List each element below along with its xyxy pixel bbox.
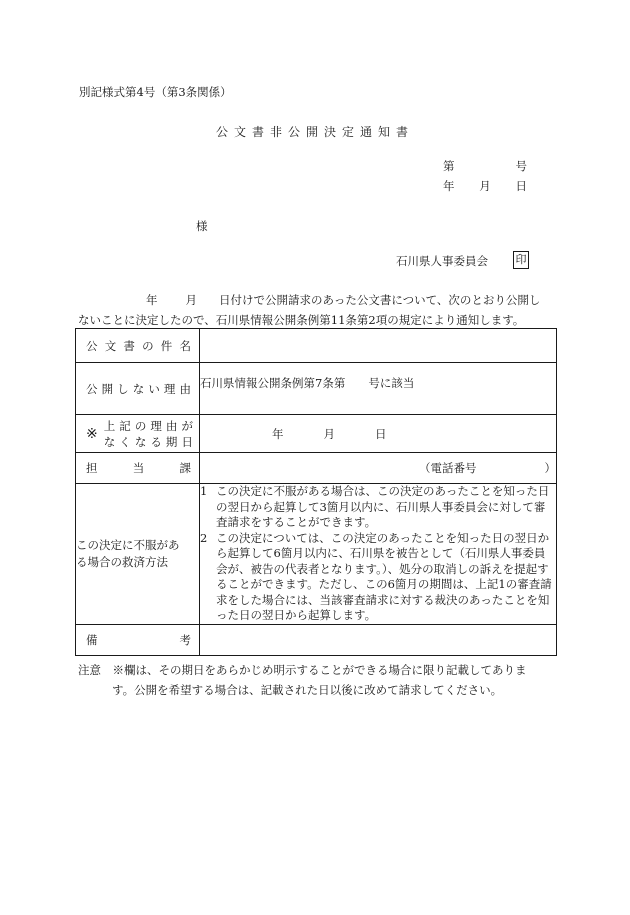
label-char: る [150,434,162,449]
value-reason[interactable]: 石川県情報公開条例第7条第 号に該当 [200,363,557,415]
remedy-label-line1: この決定に不服があ [76,537,180,552]
label-text [76,460,199,476]
label-char: 文 [104,338,117,353]
value-remedy [200,484,557,625]
asterisk-mark: ※ [86,425,98,442]
phone-close: ） [544,461,556,475]
label-char: 理 [163,381,176,396]
label-char: し [117,381,129,396]
label-char: く [119,434,131,449]
body-line1: 日付けで公開請求のあった公文書について、次のとおり公開し [219,293,541,307]
value-document-title[interactable] [200,329,557,363]
label-text [76,632,199,648]
row-remedy [76,484,557,625]
date-day: 日 [515,179,527,193]
body-line2: ないことに決定したので、石川県情報公開条例第11条第2項の規定により通知します。 [78,313,525,327]
label-char: な [103,434,116,449]
number-prefix: 第 [443,159,455,173]
seal-box: 印 [513,251,529,269]
label-remedy [76,484,200,625]
label-char: が [181,418,193,433]
label-text [76,381,199,397]
label-char: 上 [103,418,116,433]
label-char: の [142,338,154,353]
label-char: の [134,418,147,433]
date-year: 年 [443,179,455,193]
label-char: 期 [165,434,178,449]
label-char: 記 [119,418,131,433]
decision-table [75,328,557,656]
note-line1: 注意 ※欄は、その期日をあらかじめ明示することができる場合に限り記載してありま [78,663,527,677]
label-char: 日 [181,434,193,449]
label-char: 書 [123,338,135,353]
body-year: 年 [146,293,158,307]
remedy-label-line2: る場合の救済方法 [76,554,168,569]
value-section[interactable] [200,453,557,484]
label-char: 担 [86,461,98,475]
label-char: 当 [132,461,145,475]
document-title: 公文書非公開決定通知書 [215,125,414,139]
number-suffix: 号 [515,159,527,173]
form-reference: 別記様式第4号（第3条関係） [79,85,232,99]
remedy-item-1 [200,484,556,531]
value-remarks[interactable] [200,624,557,655]
label-char: 件 [160,338,173,353]
remedy-item-2 [200,531,556,624]
issuer-name: 石川県人事委員会 [396,254,488,268]
label-char: 理 [150,418,162,433]
body-month: 月 [185,293,197,307]
value-expiry[interactable] [200,415,557,453]
addressee-suffix: 様 [196,219,208,233]
expiry-year: 年 [272,426,284,441]
label-expiry [76,415,200,453]
expiry-day: 日 [375,426,387,441]
label-reason [76,363,200,415]
label-char: 公 [86,381,98,396]
document-date-line [443,178,527,194]
label-char: い [148,381,160,396]
note-line2: す。公開を希望する場合は、記載された日以後に改めて請求してください。 [112,683,503,697]
label-char: 由 [179,381,191,396]
label-char: 名 [179,338,191,353]
label-char: 公 [86,338,98,353]
label-char: 課 [179,461,191,475]
label-char: 考 [179,632,191,647]
label-char: 備 [86,632,98,647]
document-number-line [443,158,527,174]
date-month: 月 [479,179,491,193]
row-remarks [76,624,557,655]
row-section [76,453,557,484]
body-paragraph [78,290,552,330]
label-remarks [76,624,200,655]
label-char: 開 [101,381,114,396]
remedy-item-number: 2 [200,530,208,545]
expiry-month: 月 [323,426,335,441]
label-section [76,453,200,484]
phone-open: （電話番号 [419,461,477,475]
expiry-label-line2 [104,434,193,450]
expiry-label-line1 [104,418,193,434]
row-document-title [76,329,557,363]
label-char: な [134,434,147,449]
label-char: 由 [165,418,178,433]
label-document-title [76,329,200,363]
remedy-item-text: この決定については、この決定のあったことを知った日の翌日から起算して6箇月以内に、石川県を被告として（石川県人事委員会が、被告の代表者となります。）、処分の取消しの訴えを提起することができます。ただし、この6箇月の期間は、上記1の審査請求をした場合には、当該審査請求に対する裁決のあったことを知った日の翌日から起算します。 [216,530,552,622]
label-char: な [132,381,145,396]
remedy-item-text: この決定に不服がある場合は、この決定のあったことを知った日の翌日から起算して3箇月以内に、石川県人事委員会に対して審査請求をすることができます。 [216,484,550,529]
row-expiry [76,415,557,453]
remedy-item-number: 1 [200,484,208,498]
label-text [76,338,199,354]
note-paragraph [78,660,552,700]
row-reason [76,363,557,415]
